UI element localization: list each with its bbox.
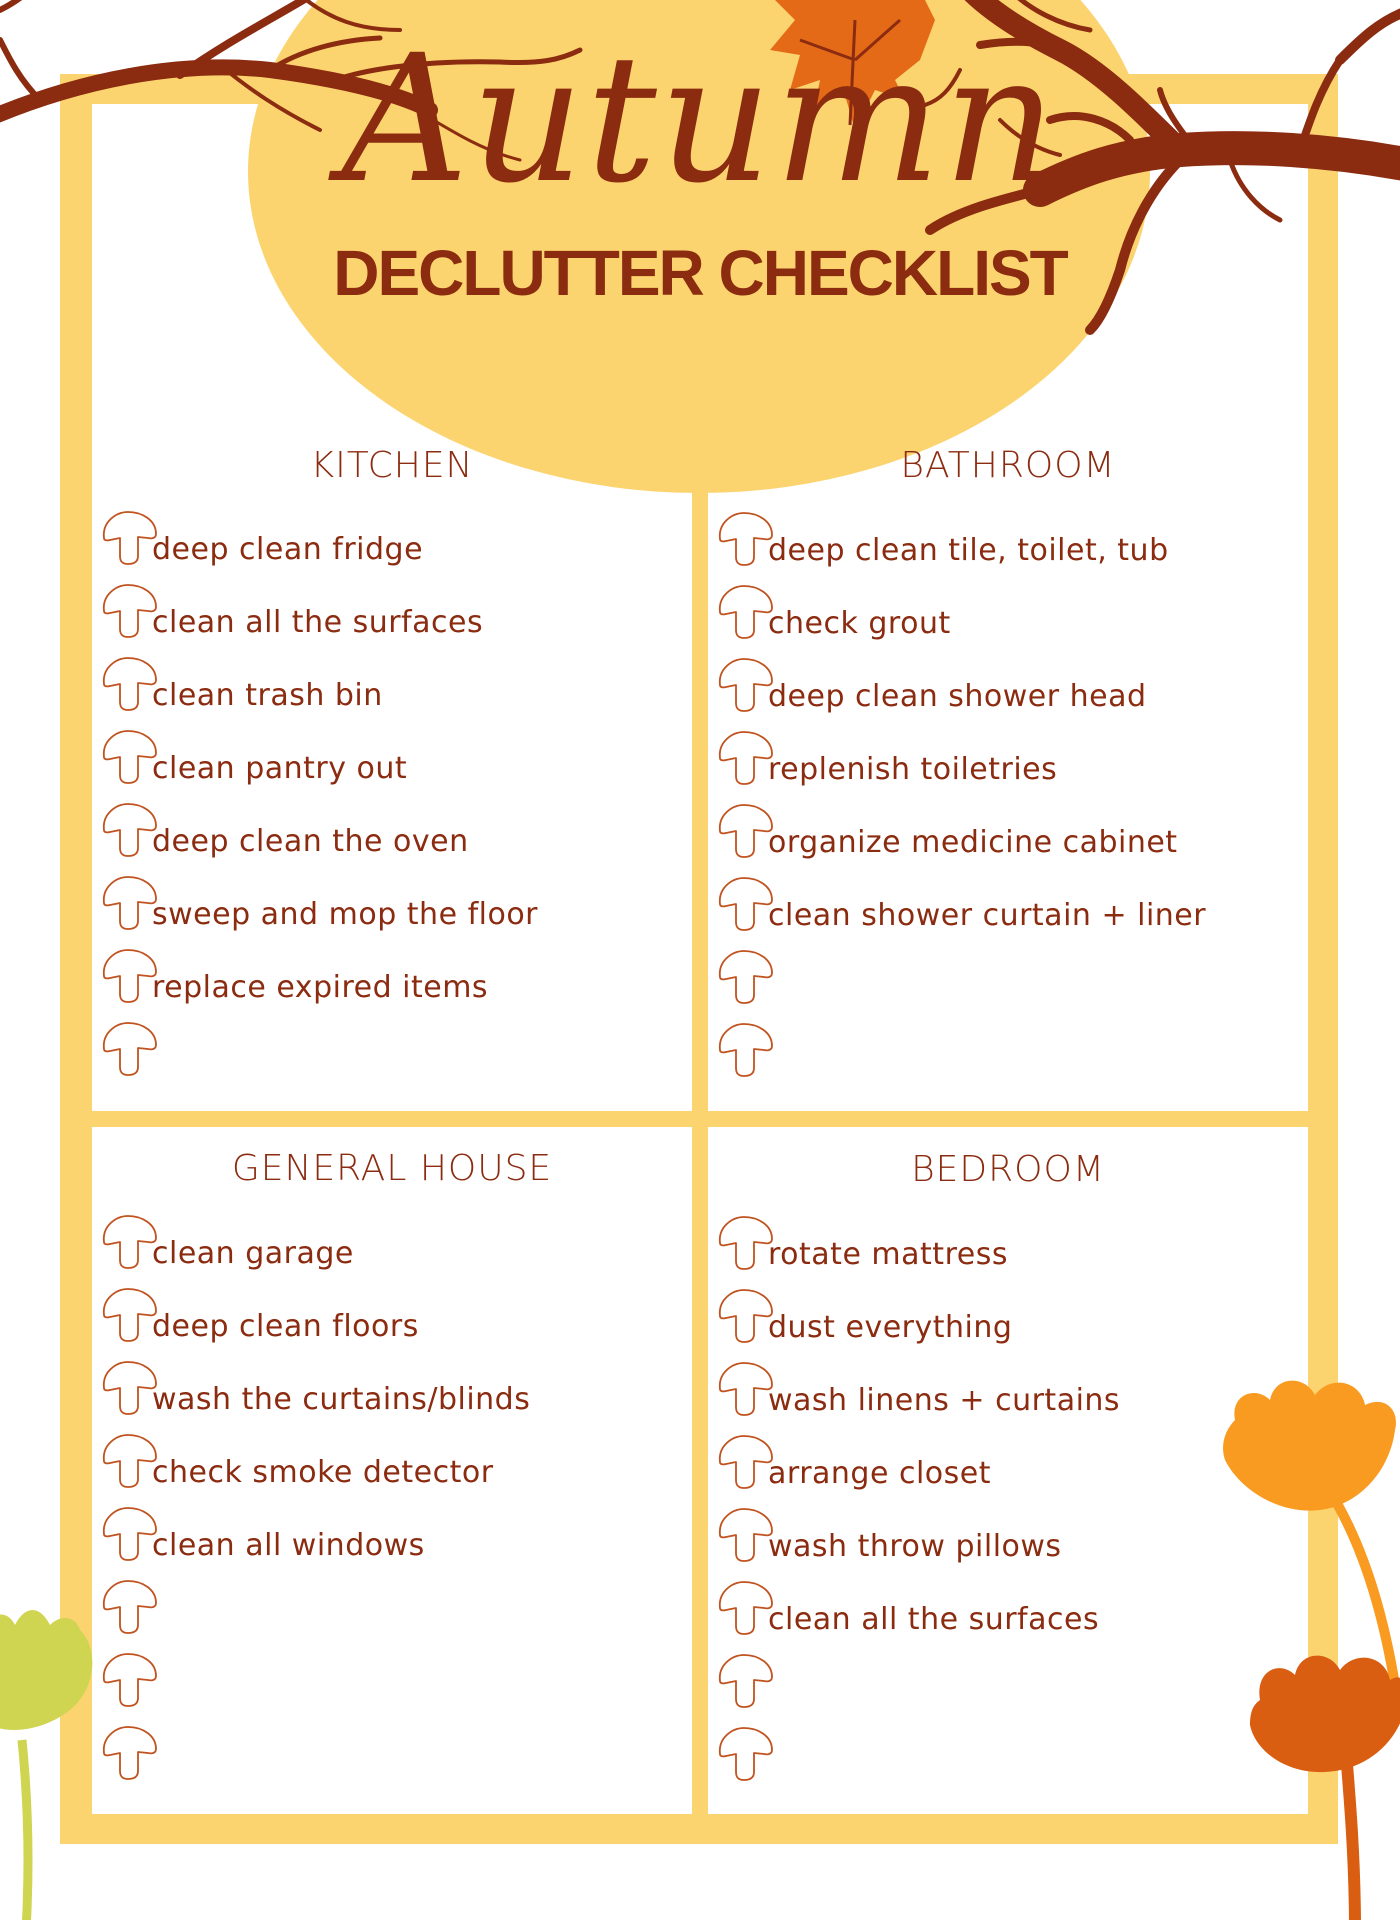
mushroom-checkbox-icon[interactable]	[714, 874, 776, 936]
checklist-item-label: clean all the surfaces	[768, 1602, 1100, 1637]
mushroom-checkbox-icon[interactable]	[714, 801, 776, 863]
mushroom-checkbox-icon[interactable]	[714, 1505, 776, 1567]
mushroom-checkbox-icon[interactable]	[98, 873, 160, 935]
checklist-item-label: clean trash bin	[152, 678, 383, 713]
checklist-item-label: clean all windows	[152, 1528, 425, 1563]
mushroom-checkbox-icon[interactable]	[714, 1286, 776, 1348]
checklist-item-label: clean garage	[152, 1236, 354, 1271]
mushroom-checkbox-icon[interactable]	[98, 1019, 160, 1081]
checklist-item-label: clean pantry out	[152, 751, 408, 786]
checklist-item-label: clean all the surfaces	[152, 605, 484, 640]
mushroom-checkbox-icon[interactable]	[98, 1650, 160, 1712]
checklist-item-label: replace expired items	[152, 970, 489, 1005]
checklist-item-label: organize medicine cabinet	[768, 825, 1178, 860]
mushroom-checkbox-icon[interactable]	[714, 728, 776, 790]
mushroom-checkbox-icon[interactable]	[98, 581, 160, 643]
checklist-item-label: dust everything	[768, 1310, 1013, 1345]
mushroom-checkbox-icon[interactable]	[98, 654, 160, 716]
mushroom-checkbox-icon[interactable]	[714, 947, 776, 1009]
checklist-item-label: deep clean tile, toilet, tub	[768, 533, 1169, 568]
general-house-heading: GENERAL HOUSE	[231, 1148, 553, 1189]
checklist-item-label: check grout	[768, 606, 951, 641]
mushroom-checkbox-icon[interactable]	[714, 1578, 776, 1640]
mushroom-checkbox-icon[interactable]	[98, 508, 160, 570]
mushroom-checkbox-icon[interactable]	[98, 727, 160, 789]
title-script: Autumn	[341, 17, 1059, 222]
mushroom-checkbox-icon[interactable]	[714, 1432, 776, 1494]
checklist-item-label: deep clean floors	[152, 1309, 419, 1344]
mushroom-checkbox-icon[interactable]	[714, 1724, 776, 1786]
bathroom-heading: BATHROOM	[900, 445, 1116, 486]
mushroom-checkbox-icon[interactable]	[98, 1358, 160, 1420]
title-subtitle: DECLUTTER CHECKLIST	[333, 237, 1067, 309]
mushroom-checkbox-icon[interactable]	[714, 1020, 776, 1082]
mushroom-checkbox-icon[interactable]	[98, 1577, 160, 1639]
checklist-item-label: sweep and mop the floor	[152, 897, 539, 932]
mushroom-checkbox-icon[interactable]	[98, 1285, 160, 1347]
mushroom-checkbox-icon[interactable]	[714, 655, 776, 717]
kitchen-heading: KITCHEN	[310, 445, 474, 486]
checklist-item-label: clean shower curtain + liner	[768, 898, 1207, 933]
checklist-item-label: wash throw pillows	[768, 1529, 1062, 1564]
checklist-item-label: wash the curtains/blinds	[152, 1382, 531, 1417]
mushroom-checkbox-icon[interactable]	[98, 1723, 160, 1785]
checklist-item-label: arrange closet	[768, 1456, 991, 1491]
lime-flower-illustration	[0, 1610, 92, 1920]
mushroom-checkbox-icon[interactable]	[98, 1504, 160, 1566]
checklist-item-label: deep clean the oven	[152, 824, 469, 859]
checklist-item-label: check smoke detector	[152, 1455, 494, 1490]
dark-orange-flower-illustration	[1250, 1656, 1400, 1920]
mushroom-checkbox-icon[interactable]	[714, 1651, 776, 1713]
checklist-item-label: wash linens + curtains	[768, 1383, 1121, 1418]
mushroom-checkbox-icon[interactable]	[98, 1212, 160, 1274]
mushroom-checkbox-icon[interactable]	[714, 509, 776, 571]
bedroom-heading: BEDROOM	[911, 1149, 1105, 1190]
mushroom-checkbox-icon[interactable]	[714, 1359, 776, 1421]
mushroom-checkbox-icon[interactable]	[98, 1431, 160, 1493]
checklist-item-label: deep clean shower head	[768, 679, 1147, 714]
mushroom-checkbox-icon[interactable]	[98, 800, 160, 862]
checklist-item-label: replenish toiletries	[768, 752, 1058, 787]
checklist-item-label: deep clean fridge	[152, 532, 424, 567]
checklist-item-label: rotate mattress	[768, 1237, 1008, 1272]
mushroom-checkbox-icon[interactable]	[714, 582, 776, 644]
mushroom-checkbox-icon[interactable]	[714, 1213, 776, 1275]
mushroom-checkbox-icon[interactable]	[98, 946, 160, 1008]
